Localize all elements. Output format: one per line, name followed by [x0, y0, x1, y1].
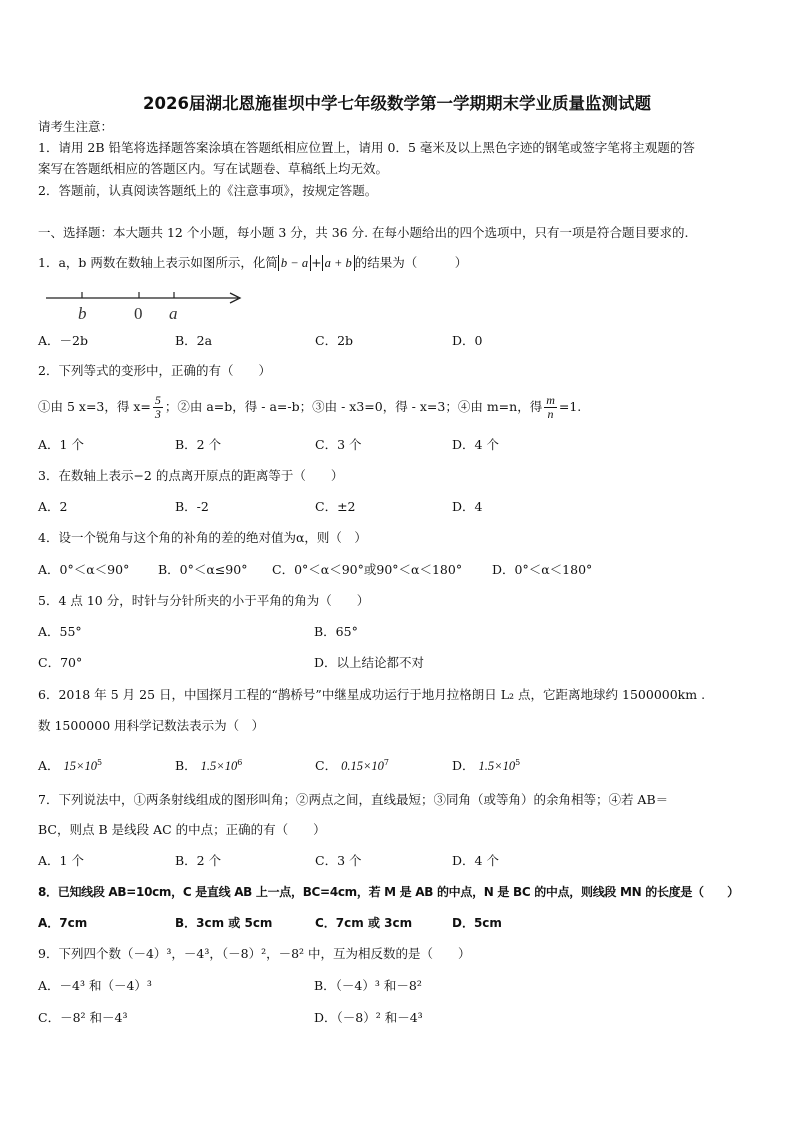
fraction-m-over-n [544, 394, 557, 421]
sci-base: 1.5×10 [200, 759, 238, 774]
q8-option-c: C．7cm 或 3cm [315, 916, 413, 930]
q4-option-d: D．0°＜α＜180° [492, 562, 593, 577]
axis-label-b: b [78, 304, 87, 323]
question-6-stem-a: 6．2018 年 5 月 25 日，中国探月工程的“鹊桥号”中继星成功运行于地月拉格朗日 L₂ 点，它距离地球约 1500000km . [38, 687, 706, 702]
notice-line-1a: 1．请用 2B 铅笔将选择题答案涂填在答题纸相应位置上，请用 0．5 毫米及以上黑色字迹的钢笔或签字笔将主观题的答 [38, 140, 695, 155]
notice-line-2: 2．答题前，认真阅读答题纸上的《注意事项》，按规定答题。 [38, 183, 378, 198]
q6-option-c [315, 755, 389, 774]
question-7-stem-a: 7．下列说法中，①两条射线组成的图形叫角；②两点之间，直线最短；③同角（或等角）的余角相等；④若 AB＝ [38, 792, 669, 807]
q1-option-a: A．－2b [38, 333, 88, 348]
q9-option-b: B．（－4）³ 和－8² [314, 978, 422, 993]
q2-option-d: D．4 个 [452, 437, 499, 452]
q2-option-b: B．2 个 [175, 437, 222, 452]
question-1-stem-a: 1．a，b 两数在数轴上表示如图所示，化简 [38, 255, 278, 270]
number-line-figure [42, 286, 248, 324]
q7-option-a: A．1 个 [38, 853, 84, 868]
sci-base: 15×10 [63, 759, 97, 774]
fraction-numerator: 5 [154, 393, 161, 407]
fraction-5-over-3 [153, 394, 163, 421]
q8-option-d: D．5cm [452, 916, 502, 930]
abs-b-minus-a: b − a [278, 255, 311, 271]
option-label: B． [175, 758, 197, 774]
q2-statement-part-3: =1. [558, 399, 582, 414]
sci-exponent: 6 [237, 758, 243, 767]
q6-option-a [38, 755, 102, 774]
q8-option-a: A．7cm [38, 916, 88, 930]
sci-exponent: 5 [515, 758, 521, 767]
q9-option-a: A．－4³ 和（－4）³ [38, 978, 152, 993]
q5-option-d: D．以上结论都不对 [314, 655, 425, 670]
question-4-stem: 4．设一个锐角与这个角的补角的差的绝对值为α，则（ ） [38, 530, 367, 545]
q7-option-d: D．4 个 [452, 853, 499, 868]
option-label: D． [452, 758, 475, 774]
axis-label-a: a [169, 304, 178, 323]
sci-base: 0.15×10 [341, 759, 384, 774]
q9-option-d: D．（－8）² 和－4³ [314, 1010, 423, 1025]
q3-option-a: A．2 [38, 499, 68, 514]
q6-option-d [452, 755, 520, 774]
question-2-statements [38, 393, 581, 421]
q5-option-a: A．55° [38, 624, 82, 639]
q2-statement-part-1: ①由 5 x=3，得 x= [38, 399, 151, 414]
q3-option-d: D．4 [452, 499, 483, 514]
q3-option-b: B．-2 [175, 499, 209, 514]
q4-option-b: B．0°＜α≤90° [158, 562, 248, 577]
q7-option-b: B．2 个 [175, 853, 222, 868]
q3-option-c: C．±2 [315, 499, 356, 514]
question-9-stem: 9．下列四个数（－4）³，－4³，（－8）²，－8² 中，互为相反数的是（ ） [38, 946, 471, 961]
q1-option-c: C．2b [315, 333, 354, 348]
option-label: C． [315, 758, 338, 774]
notice-line-1b: 案写在答题纸相应的答题区内。写在试题卷、草稿纸上均无效。 [38, 161, 389, 176]
question-2-stem: 2．下列等式的变形中，正确的有（ ） [38, 363, 271, 378]
question-8-stem: 8．已知线段 AB=10cm，C 是直线 AB 上一点，BC=4cm，若 M 是 AB 的中点，N 是 BC 的中点，则线段 MN 的长度是（ ） [38, 885, 739, 899]
sci-exponent: 5 [96, 758, 103, 767]
q2-option-c: C．3 个 [315, 437, 362, 452]
q5-option-c: C．70° [38, 655, 83, 670]
notice-heading: 请考生注意： [38, 119, 114, 134]
question-6-stem-b: 数 1500000 用科学记数法表示为（ ） [38, 718, 265, 733]
q8-option-b: B．3cm 或 5cm [175, 916, 273, 930]
abs-a-plus-b: a + b [322, 255, 355, 271]
axis-label-0: 0 [134, 304, 143, 323]
question-1-stem [38, 255, 467, 271]
fraction-denominator: n [547, 407, 554, 421]
question-1-stem-b: 的结果为（ ） [354, 255, 468, 270]
q7-option-c: C．3 个 [315, 853, 362, 868]
q6-option-b [175, 755, 242, 774]
fraction-numerator: m [546, 393, 555, 407]
option-label: A． [38, 758, 60, 774]
q9-option-c: C．－8² 和－4³ [38, 1010, 128, 1025]
sci-base: 1.5×10 [478, 759, 516, 774]
q1-option-d: D．0 [452, 333, 483, 348]
q4-option-a: A．0°＜α＜90° [38, 562, 130, 577]
page-title: 2026届湖北恩施崔坝中学七年级数学第一学期期末学业质量监测试题 [143, 94, 651, 113]
q2-option-a: A．1 个 [38, 437, 84, 452]
q1-option-b: B．2a [175, 333, 213, 348]
question-7-stem-b: BC，则点 B 是线段 AC 的中点；正确的有（ ） [38, 822, 326, 837]
fraction-denominator: 3 [154, 407, 161, 421]
q5-option-b: B．65° [314, 624, 358, 639]
question-5-stem: 5．4 点 10 分，时针与分针所夹的小于平角的角为（ ） [38, 593, 370, 608]
q4-option-c: C．0°＜α＜90°或90°＜α＜180° [272, 562, 463, 577]
section-heading: 一、选择题：本大题共 12 个小题，每小题 3 分，共 36 分. 在每小题给出的四个选项中，只有一项是符合题目要求的. [38, 225, 689, 240]
sci-exponent: 7 [383, 758, 389, 767]
plus-sign: + [311, 255, 322, 270]
question-3-stem: 3．在数轴上表示−2 的点离开原点的距离等于（ ） [38, 468, 344, 483]
q2-statement-part-2: ；②由 a=b，得 - a=-b；③由 - x3=0，得 - x=3；④由 m=n，得 [164, 399, 543, 414]
